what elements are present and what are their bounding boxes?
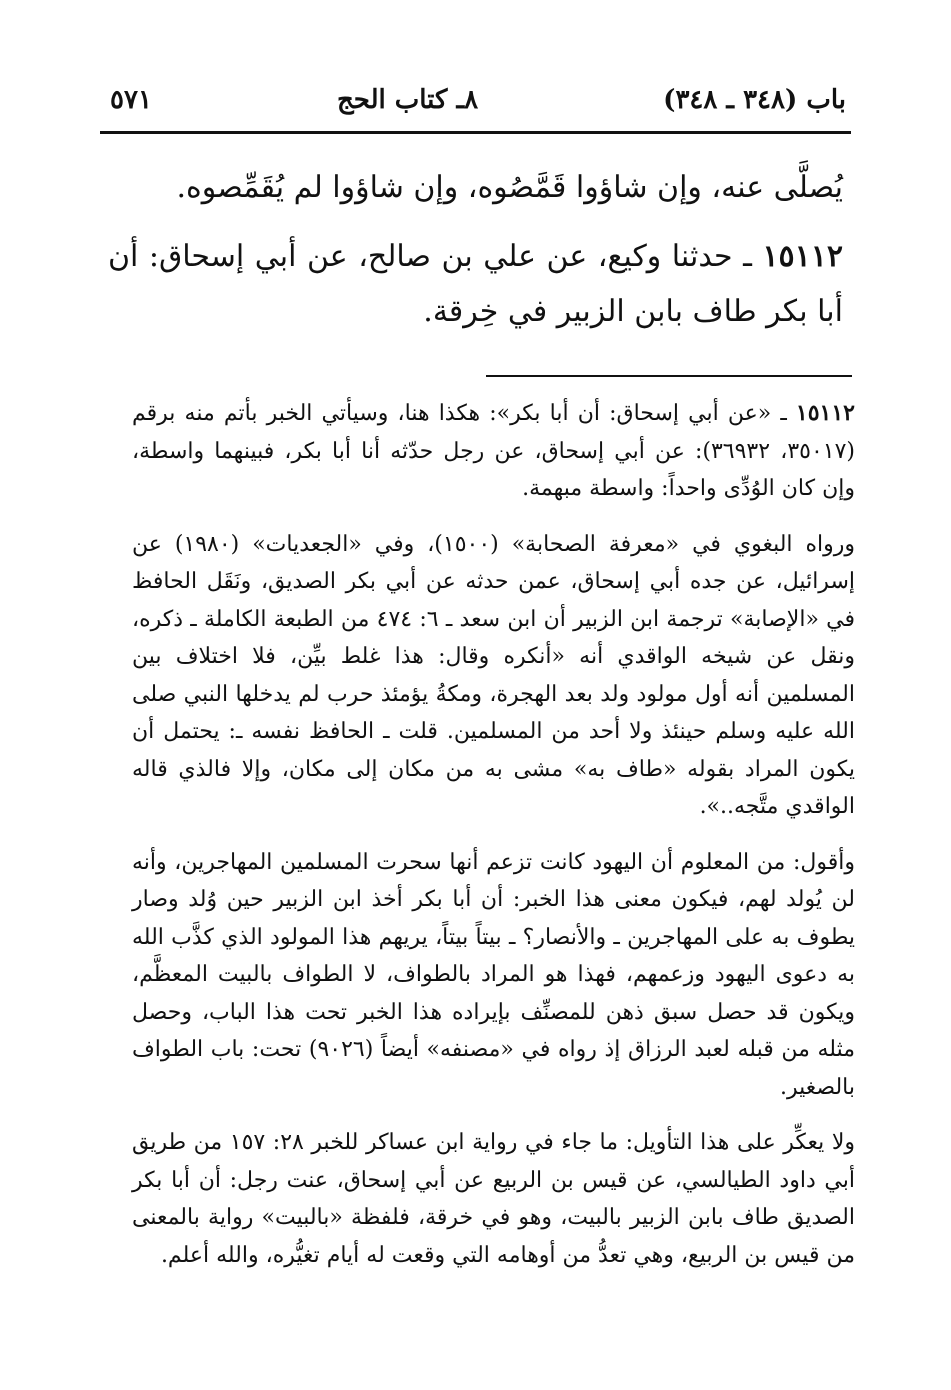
- hadith-text: ـ حدثنا وكيع، عن علي بن صالح، عن أبي إسحاق: أن أبا بكر طاف بابن الزبير في خِرقة.: [108, 239, 843, 329]
- footnote-paragraph: [132, 395, 855, 508]
- footnote-paragraph: وأقول: من المعلوم أن اليهود كانت تزعم أنها سحرت المسلمين المهاجرين، وأنه لن يُولد لهم، فيكون معنى هذا الخبر: أن أبا بكر أخذ ابن الزبير حين وُلد وصار يطوف به على المهاجرين ـ والأنصار؟ ـ بيتاً بيتاً، يريهم هذا المولود الذي كذَّب الله به دعوى اليهود وزعمهم، فهذا هو المراد بالطواف، لا الطواف بالبيت المعظَّم، ويكون قد حصل سبق ذهن للمصنِّف بإيراده هذا الخبر تحت هذا الباب، وحصل مثله من قبله لعبد الرزاق إذ رواه في «مصنفه» أيضاً (٩٠٢٦) تحت: باب الطواف بالصغير.: [132, 849, 855, 1100]
- footnote-paragraph: ولا يعكِّر على هذا التأويل: ما جاء في رواية ابن عساكر للخبر ٢٨: ١٥٧ من طريق أبي داود الطيالسي، عن قيس بن الربيع عن أبي إسحاق، عنت رجل: أن أبا بكر الصديق طاف بابن الزبير بالبيت، وهو في خرقة، فلفظة «بالبيت» رواية بالمعنى من قيس بن الربيع، وهي تعدُّ من أوهامه التي وقعت له أيام تغيُّره، والله أعلم.: [132, 1130, 856, 1268]
- footnote-divider: [486, 375, 852, 377]
- footnote-paragraph: ورواه البغوي في «معرفة الصحابة» (١٥٠٠)، وفي «الجعديات» (١٩٨٠) عن إسرائيل، عن جده أبي إسحاق، عمن حدثه عن أبي بكر الصديق، ونَقَل الحافظ في «الإصابة» ترجمة ابن الزبير أن ابن سعد ـ ٦: ٤٧٤ من الطبعة الكاملة ـ ذكره، ونقل عن شيخه الواقدي أنه «أنكره وقال: هذا غلط بيِّن، فلا اختلاف بين المسلمين أنه أول مولود ولد بعد الهجرة، ومكةُ يؤمئذ حرب لم يدخلها النبي صلى الله عليه وسلم حينئذ ولا أحد من المسلمين. قلت ـ الحافظ نفسه ـ: يحتمل أن يكون المراد بقوله «طاف به» مشى به من مكان إلى مكان، وإلا فالذي قاله الواقدي متَّجه..».: [132, 531, 855, 819]
- main-paragraph: يُصلَّى عنه، وإن شاؤوا قَمَّصُوه، وإن شاؤوا لم يُقَمِّصوه.: [176, 170, 843, 205]
- page-header: [110, 78, 846, 122]
- book-title: ٨ـ كتاب الحج: [337, 85, 479, 115]
- hadith-number: ١٥١١٢: [762, 239, 843, 274]
- page-number: ٥٧١: [110, 85, 152, 115]
- main-text: [108, 160, 843, 339]
- footnote-number: ١٥١١٢: [795, 400, 855, 426]
- hadith-paragraph: [108, 229, 843, 339]
- footnote-text: ـ «عن أبي إسحاق: أن أبا بكر»: هكذا هنا، وسيأتي الخبر بأتم منه برقم (٣٥٠١٧، ٣٦٩٣٢): عن أبي إسحاق، عن رجل حدّثه أنا أبا بكر، فبينهما واسطة، وإن كان الوُدِّى واحداً: واسطة مبهمة.: [132, 401, 855, 501]
- chapter-section: باب (٣٤٨ ـ ٣٤٨): [663, 85, 846, 115]
- header-divider: [100, 131, 851, 134]
- footnotes: [132, 395, 855, 1274]
